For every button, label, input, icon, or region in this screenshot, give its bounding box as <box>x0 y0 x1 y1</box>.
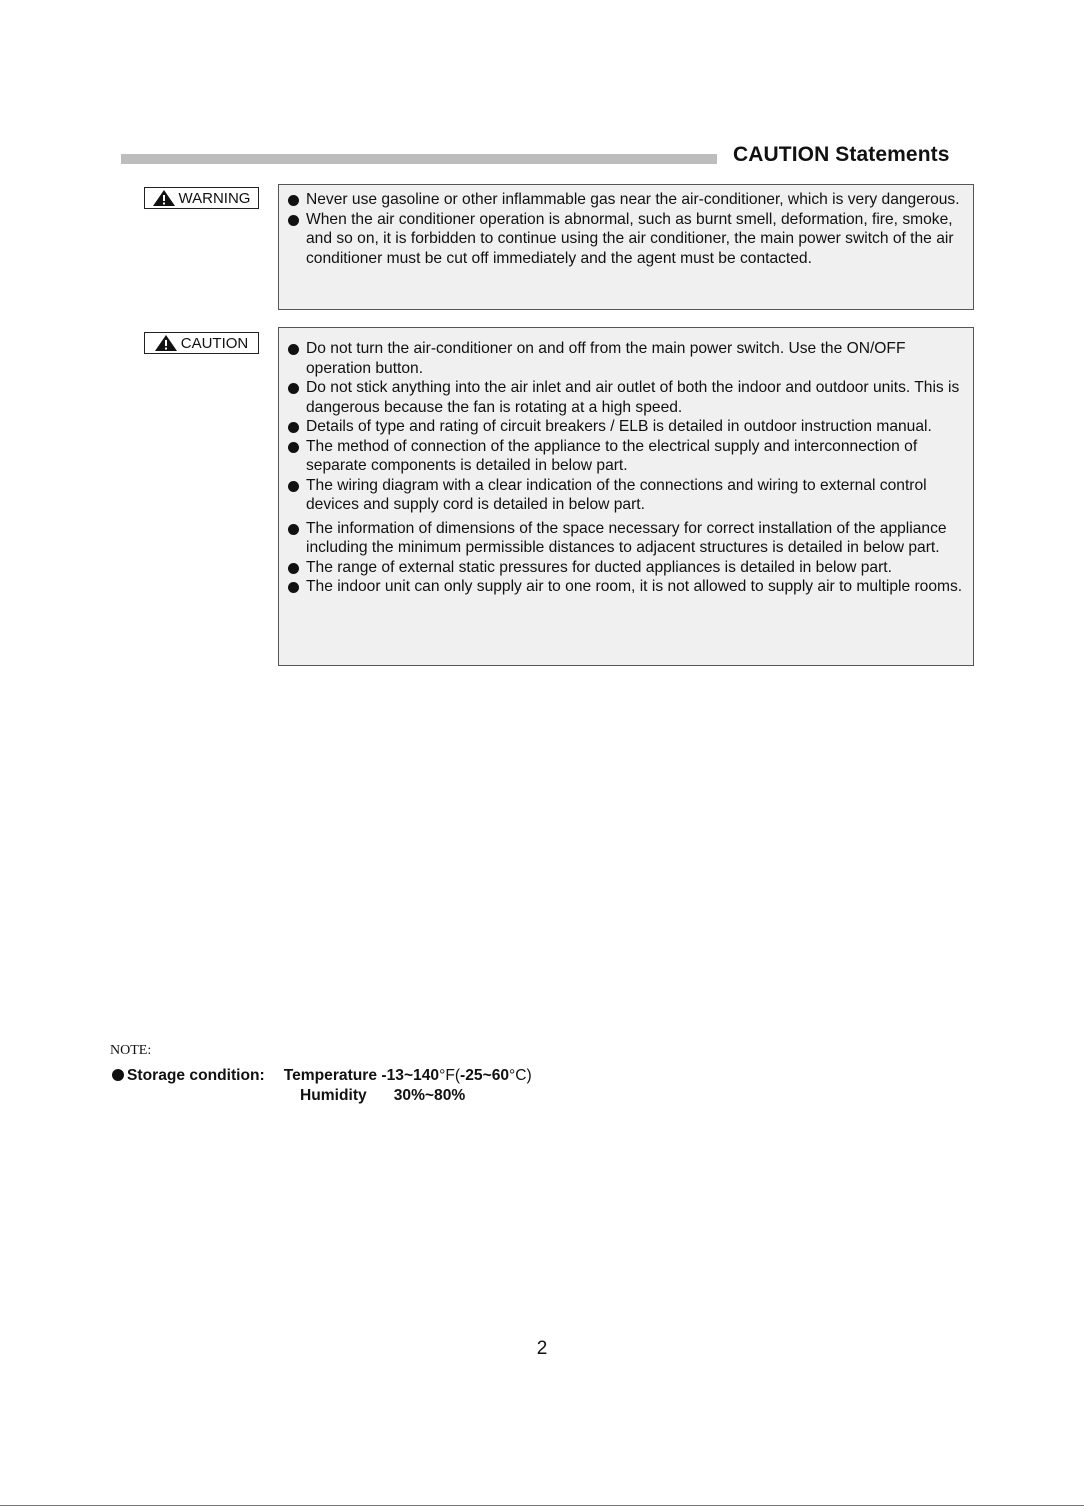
warning-tag <box>144 187 259 209</box>
bottom-rule <box>0 1505 1084 1506</box>
paren-open: ( <box>454 1067 461 1084</box>
list-item: Details of type and rating of circuit breakers / ELB is detailed in outdoor instruction manual. <box>287 417 970 437</box>
list-item: Do not stick anything into the air inlet and air outlet of both the indoor and outdoor units. This is dangerous because the fan is rotating at a high speed. <box>287 378 970 417</box>
storage-condition <box>112 1065 532 1087</box>
storage-label: Storage condition: <box>127 1067 265 1084</box>
list-item: The indoor unit can only supply air to one room, it is not allowed to supply air to multiple rooms. <box>287 577 970 597</box>
temperature-c-value: -25~60 <box>460 1067 510 1084</box>
humidity-row <box>300 1087 465 1105</box>
list-item: The information of dimensions of the space necessary for correct installation of the appliance including the minimum permissible distances to adjacent structures is detailed in below part. <box>287 519 970 558</box>
list-item: The method of connection of the appliance to the electrical supply and interconnection of separate components is detailed in below part. <box>287 437 970 476</box>
unit-f: °F <box>439 1067 455 1084</box>
list-item: The wiring diagram with a clear indication of the connections and wiring to external control devices and supply cord is detailed in below part. <box>287 476 970 515</box>
list-item: When the air conditioner operation is abnormal, such as burnt smell, deformation, fire, smoke, and so on, it is forbidden to continue using the air conditioner, the main power switch of the air conditioner must be cut off immediately and the agent must be contacted. <box>287 210 970 269</box>
page-title: CAUTION Statements <box>733 143 950 166</box>
note-label: NOTE: <box>110 1043 152 1058</box>
warning-tag-label: WARNING <box>178 189 251 207</box>
page-number: 2 <box>536 1338 548 1359</box>
caution-box <box>278 327 974 666</box>
list-item: The range of external static pressures for ducted appliances is detailed in below part. <box>287 558 970 578</box>
humidity-value: 30%~80% <box>393 1087 466 1104</box>
warning-box <box>278 184 974 310</box>
unit-c: °C <box>509 1067 527 1084</box>
temperature-label: Temperature <box>283 1067 378 1084</box>
paren-close: ) <box>526 1067 532 1084</box>
bullet-icon <box>112 1069 124 1081</box>
humidity-label: Humidity <box>300 1087 367 1104</box>
list-item: Do not turn the air-conditioner on and off from the main power switch. Use the ON/OFF operation button. <box>287 339 970 378</box>
list-item: Never use gasoline or other inflammable gas near the air-conditioner, which is very dangerous. <box>287 190 970 210</box>
caution-tag <box>144 332 259 354</box>
warning-triangle-icon <box>153 190 175 206</box>
caution-tag-label: CAUTION <box>180 334 249 352</box>
temperature-f-value: -13~140 <box>381 1067 440 1084</box>
warning-triangle-icon <box>155 335 177 351</box>
header-rule <box>121 154 717 164</box>
